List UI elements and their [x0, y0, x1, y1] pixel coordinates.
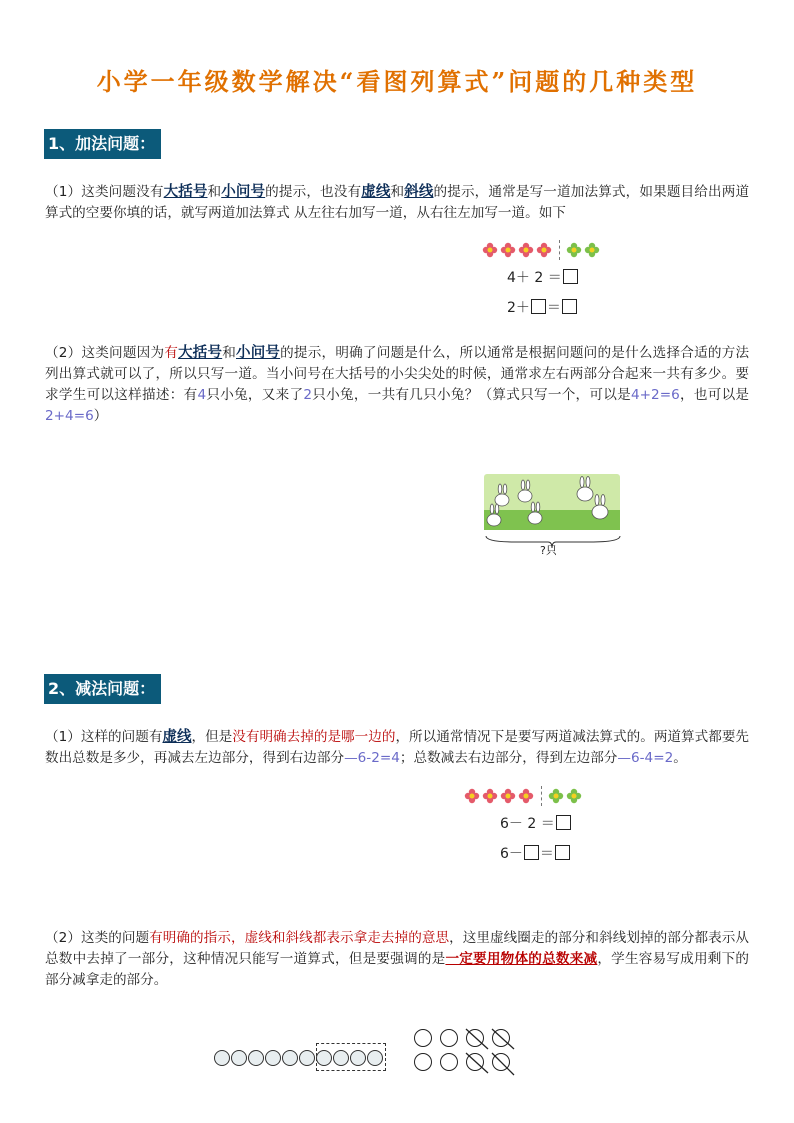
- red-flower-icon: [464, 788, 480, 804]
- text: 的提示，也没有: [265, 184, 362, 200]
- red-flower-icon: [482, 242, 498, 258]
- green-flower-icon: [548, 788, 564, 804]
- circle-item: [231, 1050, 247, 1066]
- formula-a: 4+2=6: [631, 387, 680, 403]
- text: ，但是: [191, 729, 233, 745]
- text: ，这里虚线圈走的部分和斜线划掉的部分都表示从总数中去掉了一部分，这种情况只能写一道算式，但是要强调的是: [45, 930, 750, 967]
- circle-item: [214, 1050, 230, 1066]
- text: 只小兔，一共有几只小兔？（算式只写一个，可以是: [312, 387, 631, 403]
- section-heading-addition: 1、加法问题：: [44, 129, 161, 159]
- page-title: 小学一年级数学解决“看图列算式”问题的几种类型: [96, 67, 698, 96]
- rabbit-figure: [480, 470, 630, 560]
- text: ，所以通常情况下是要写两道减法算式的。两道算式都要先数出总数是多少，再减去左边部分，得到右边部分: [45, 729, 750, 766]
- text: （1）这样的问题有: [45, 729, 163, 745]
- slash-marks: [410, 1025, 520, 1085]
- flower-figure-subtraction: [464, 786, 584, 806]
- answer-box: [563, 269, 578, 284]
- answer-box: [556, 815, 571, 830]
- text: ；总数减去右边部分，得到左边部分: [399, 750, 618, 766]
- red-flower-icon: [536, 242, 552, 258]
- text: 。: [673, 750, 687, 766]
- addition-equation-1: [507, 267, 579, 287]
- subtraction-paragraph-1: [45, 727, 749, 769]
- subtraction-paragraph-2: [45, 928, 749, 991]
- circle-item: [265, 1050, 281, 1066]
- circle-item: [248, 1050, 264, 1066]
- text: 的提示，通常是写一道加法算式，如果题目给出两道算式的空要你填的话，就写两道加法算式 从左往右加写一道，从右往左加写一道。如下: [45, 184, 750, 221]
- keyword-slash-line: 斜线: [404, 184, 434, 200]
- text: 只小兔，又来了: [206, 387, 304, 403]
- subtraction-equation-1: [500, 813, 572, 833]
- crossed-circles-figure: [410, 1025, 520, 1085]
- green-flower-icon: [566, 788, 582, 804]
- answer-box: [562, 299, 577, 314]
- keyword-question-mark: 小问号: [236, 345, 281, 361]
- equation-text: ＝: [539, 846, 554, 862]
- number-2: 2: [303, 387, 313, 403]
- dashed-divider: [559, 240, 561, 260]
- keyword-dashed-line: 虚线: [162, 729, 192, 745]
- answer-box: [531, 299, 546, 314]
- text: ，学生容易写成用剩下的部分减拿走的部分。: [45, 951, 750, 988]
- red-flower-icon: [482, 788, 498, 804]
- text-red: 有明确的指示，虚线和斜线都表示拿走去掉的意思: [149, 930, 450, 946]
- text: 和: [222, 345, 236, 361]
- keyword-question-mark: 小问号: [221, 184, 266, 200]
- green-flower-icon: [584, 242, 600, 258]
- section-heading-subtraction: 2、减法问题：: [44, 674, 161, 704]
- circle-item: [282, 1050, 298, 1066]
- dashed-enclosure: [316, 1043, 386, 1071]
- addition-paragraph-1: [45, 182, 749, 224]
- equation-text: 2＋: [507, 300, 530, 316]
- text: 和: [390, 184, 405, 200]
- addition-equation-2: [507, 297, 578, 317]
- green-flower-icon: [566, 242, 582, 258]
- text-red: 有: [164, 345, 179, 361]
- text: ，也可以是: [679, 387, 750, 403]
- flower-figure-addition: [482, 240, 602, 260]
- text: （2）这类问题因为: [45, 345, 165, 361]
- question-label: ?只: [540, 544, 557, 557]
- dashed-divider: [541, 786, 543, 806]
- circle-item: [299, 1050, 315, 1066]
- formula-b: 2+4=6: [45, 408, 94, 424]
- red-flower-icon: [500, 242, 516, 258]
- keyword-big-bracket: 大括号: [163, 184, 208, 200]
- text: ）: [93, 408, 108, 424]
- equation-text: ＝: [546, 300, 561, 316]
- red-flower-icon: [518, 788, 534, 804]
- keyword-dashed-line: 虚线: [361, 184, 391, 200]
- subtraction-equation-2: [500, 843, 571, 863]
- red-flower-icon: [500, 788, 516, 804]
- equation-text: 6－: [500, 846, 523, 862]
- equation-text: 4＋ 2 ＝: [507, 270, 562, 286]
- number-4: 4: [197, 387, 207, 403]
- text-red: 没有明确去掉的是哪一边的: [232, 729, 396, 745]
- text: （2）这类的问题: [45, 930, 150, 946]
- text: （1）这类问题没有: [45, 184, 164, 200]
- text: 和: [207, 184, 222, 200]
- addition-paragraph-2: [45, 343, 749, 427]
- formula-a: —6-2=4: [344, 750, 400, 766]
- red-flower-icon: [518, 242, 534, 258]
- formula-b: —6-4=2: [617, 750, 674, 766]
- text-red-emphasis: 一定要用物体的总数来减: [445, 951, 598, 967]
- keyword-big-bracket: 大括号: [178, 345, 223, 361]
- equation-text: 6－ 2 ＝: [500, 816, 555, 832]
- text: 的提示，明确了问题是什么，所以通常是根据问题问的是什么选择合适的方法列出算式就可以了，所以只写一道。当小问号在大括号的小尖尖处的时候，通常求左右两部分合起来一共有多少。要求学生可以这样描述：有: [45, 345, 750, 403]
- answer-box: [524, 845, 539, 860]
- answer-box: [555, 845, 570, 860]
